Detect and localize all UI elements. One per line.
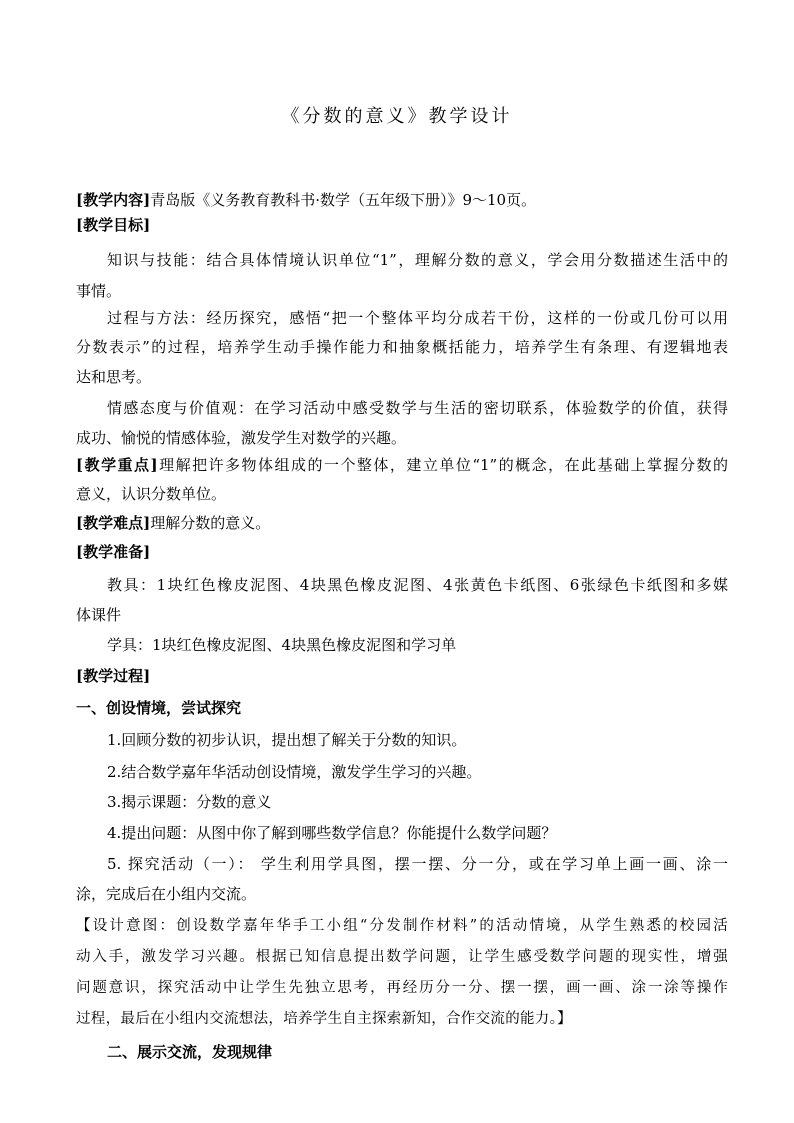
process-step-3: 3.揭示课题：分数的意义 xyxy=(107,793,272,811)
key-point-line-2: 意义，认识分数单位。 xyxy=(76,485,227,503)
teaching-content-line xyxy=(76,189,728,211)
key-point-text-1: 理解把许多物体组成的一个整体，建立单位“1”的概念，在此基础上掌握分数的 xyxy=(157,456,728,474)
design-intent-line-3: 问题意识，探究活动中让学生先独立思考，再经历分一分、摆一摆，画一画、涂一涂等操作 xyxy=(76,980,728,996)
objective-knowledge-line-2: 事情。 xyxy=(76,282,122,300)
teaching-content-text: 青岛版《义务教育教科书·数学（五年级下册）》9～10页。 xyxy=(150,191,537,209)
preparation-teacher-line-1: 教具：1块红色橡皮泥图、4块黑色橡皮泥图、4张黄色卡纸图、6张绿色卡纸图和多媒 xyxy=(107,576,728,594)
process-step-1: 1.回顾分数的初步认识，提出想了解关于分数的知识。 xyxy=(107,731,467,749)
key-point-label: [教学重点] xyxy=(76,456,158,474)
objective-emotion-line-1: 情感态度与价值观：在学习活动中感受数学与生活的密切联系，体验数学的价值，获得 xyxy=(107,399,728,417)
preparation-teacher-line-2: 体课件 xyxy=(76,606,122,624)
process-step-4: 4.提出问题：从图中你了解到哪些数学信息？你能提什么数学问题？ xyxy=(107,824,557,842)
difficulty-line xyxy=(76,512,728,534)
difficulty-text: 理解分数的意义。 xyxy=(150,514,271,532)
difficulty-label: [教学难点] xyxy=(76,514,151,532)
preparation-student-line: 学具：1块红色橡皮泥图、4块黑色橡皮泥图和学习单 xyxy=(107,636,457,654)
teaching-content-label: [教学内容] xyxy=(76,191,151,209)
section-2-heading: 二、展示交流，发现规律 xyxy=(107,1043,273,1061)
process-label: [教学过程] xyxy=(76,667,151,685)
preparation-label: [教学准备] xyxy=(76,543,151,561)
objective-process-line-1: 过程与方法：经历探究，感悟“把一个整体平均分成若干份，这样的一份或几份可以用 xyxy=(107,309,728,327)
process-step-2: 2.结合数学嘉年华活动创设情境，激发学生学习的兴趣。 xyxy=(107,763,482,781)
objective-process-line-2: 分数表示”的过程，培养学生动手操作能力和抽象概括能力，培养学生有条理、有逻辑地表 xyxy=(76,338,728,356)
section-1-heading: 一、创设情境，尝试探究 xyxy=(76,699,242,717)
page-title: 《分数的意义》教学设计 xyxy=(281,106,513,127)
design-intent-line-2: 动入手，激发学习兴趣。根据已知信息提出数学问题，让学生感受数学问题的现实性，增强 xyxy=(76,949,728,965)
design-intent-line-1: 【设计意图：创设数学嘉年华手工小组“分发制作材料”的活动情境，从学生熟悉的校园活 xyxy=(76,918,728,934)
objectives-label: [教学目标] xyxy=(76,216,151,234)
objective-knowledge-line-1: 知识与技能：结合具体情境认识单位“1”，理解分数的意义，学会用分数描述生活中的 xyxy=(107,251,728,269)
key-point-line-1 xyxy=(76,454,728,476)
design-intent-line-4: 过程，最后在小组内交流想法，培养学生自主探索新知，合作交流的能力。】 xyxy=(76,1011,572,1027)
objective-process-line-3: 达和思考。 xyxy=(76,368,152,386)
process-step-5-line-1: 5. 探究活动（一）： 学生利用学具图，摆一摆、分一分，或在学习单上画一画、涂一 xyxy=(107,855,728,873)
objective-emotion-line-2: 成功、愉悦的情感体验，激发学生对数学的兴趣。 xyxy=(76,429,407,447)
process-step-5-line-2: 涂，完成后在小组内交流。 xyxy=(76,885,257,903)
